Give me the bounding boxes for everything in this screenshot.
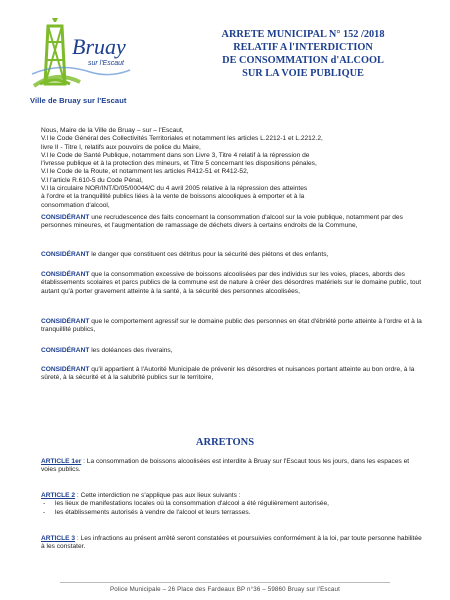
city-caption: Ville de Bruay sur l'Escaut [30,96,127,105]
considerant-paragraph [41,271,424,296]
considerant-paragraph [41,251,424,259]
considerant-paragraph [41,318,424,335]
considerant-keyword: CONSIDÉRANT [41,318,90,325]
title-line-1: ARRETE MUNICIPAL N° 152 /2018 [221,29,385,40]
preamble-line: l'ivresse publique et à la protection des mineurs, et Titre 5 concernant les dispositions pénales, [41,160,317,168]
arretons-heading: ARRETONS [195,437,255,448]
considerant-keyword: CONSIDÉRANT [41,347,90,354]
list-item: - les établissements autorisés à vendre de l'alcool et leurs terrasses. [41,509,424,517]
footer-address: Police Municipale – 26 Place des Fardeaux BP n°36 – 59860 Bruay sur l'Escaut [110,586,340,593]
considerant-paragraph [41,347,424,355]
preamble [41,127,424,210]
considerant-keyword: CONSIDÉRANT [41,366,90,373]
logo-wordmark: Bruay [72,34,126,59]
considerant-keyword: CONSIDÉRANT [41,251,90,258]
article-1-text: : La consommation de boissons alcoolisées est interdite à Bruay sur l'Escaut tous les jours, dans les espaces et voies publics. [41,458,410,474]
considerant-keyword: CONSIDÉRANT [41,271,90,278]
footer-divider [60,582,390,583]
title-line-3: DE CONSOMMATION d'ALCOOL [222,55,384,66]
preamble-line: V.l la circulaire NOR/INT/D/05/00044/C du 4 avril 2005 relative à la répression des atteintes [41,185,308,193]
considerant-text: les doléances des riverains, [89,347,173,354]
preamble-line: Nous, Maire de la Ville de Bruay – sur – l'Escaut, [41,127,184,134]
decree-title [168,28,438,80]
preamble-line: V.l le Code de Santé Publique, notamment dans son Livre 3, Titre 4 relatif à la répression de [41,151,310,159]
title-line-4: SUR LA VOIE PUBLIQUE [242,68,364,79]
article-1-label: ARTICLE 1er [41,458,82,465]
considerant-text: le danger que constituent ces détritus pour la sécurité des piétons et des enfants, [89,251,329,258]
considerant-text: que le comportement agressif sur le domaine public des personnes en état d'ébriété porte atteinte à l'ordre et à la tranquillité publics, [41,318,422,334]
considerant-paragraph [41,366,424,383]
considerant-keyword: CONSIDÉRANT [41,214,90,221]
considerant-text: une recrudescence des faits concernant la consommation d'alcool sur la voie publique, notamment par des personnes mineures, et l'augmentation de ramassage de déchets divers à certains endroits de la Commune, [41,214,403,230]
preamble-line: consommation d'alcool, [41,201,110,209]
article-3-text: : Les infractions au présent arrêté seront constatées et poursuivies conformément à la loi, par toute personne habilitée à les constater. [41,535,422,551]
considerant-text: que la consommation excessive de boissons alcoolisées par des individus sur les voies, places, abords des établissements scolaires et parcs publics de la commune est de nature à créer des désordres matériels sur le domaine public, tout autant qu'à porter gravement atteinte à la santé, à la sécurité des personnes alcoolisées, [41,271,422,295]
article-2 [41,492,424,517]
preamble-line: à l'ordre et la tranquillité publics liées à la vente de boissons alcooliques à emporter et à la [41,193,305,201]
considerant-text: qu'il appartient à l'Autorité Municipale de prévenir les désordres et nuisances portant atteinte au bon ordre, à la sûreté, à la sécurité et à la salubrité publics sur le territoire, [41,366,415,382]
considerant-paragraph [41,214,424,231]
article-1 [41,458,424,475]
preamble-line: V.l l'article R.610-5 du Code Pénal, [41,176,143,184]
preamble-line: V.l le Code Général des Collectivités Territoriales et notamment les articles L.2212-1 et L.2212.2, [41,135,323,143]
list-item: - les lieux de manifestations locales où la consommation d'alcool a été régulièrement autorisée, [41,500,424,508]
article-3-label: ARTICLE 3 [41,535,76,542]
title-line-2: RELATIF A l'INTERDICTION [233,42,373,53]
article-2-list [41,500,424,517]
logo-subtitle: sur l'Escaut [88,60,124,67]
preamble-line: livre II - Titre I, relatifs aux pouvoirs de police du Maire, [41,143,201,151]
article-3 [41,535,424,552]
article-2-text: : Cette interdiction ne s'applique pas aux lieux suivants : [75,492,241,499]
article-2-label: ARTICLE 2 [41,492,76,499]
city-logo [30,12,140,92]
preamble-line: V.l le Code de la Route, et notamment les articles R412-51 et R412-52, [41,168,249,176]
